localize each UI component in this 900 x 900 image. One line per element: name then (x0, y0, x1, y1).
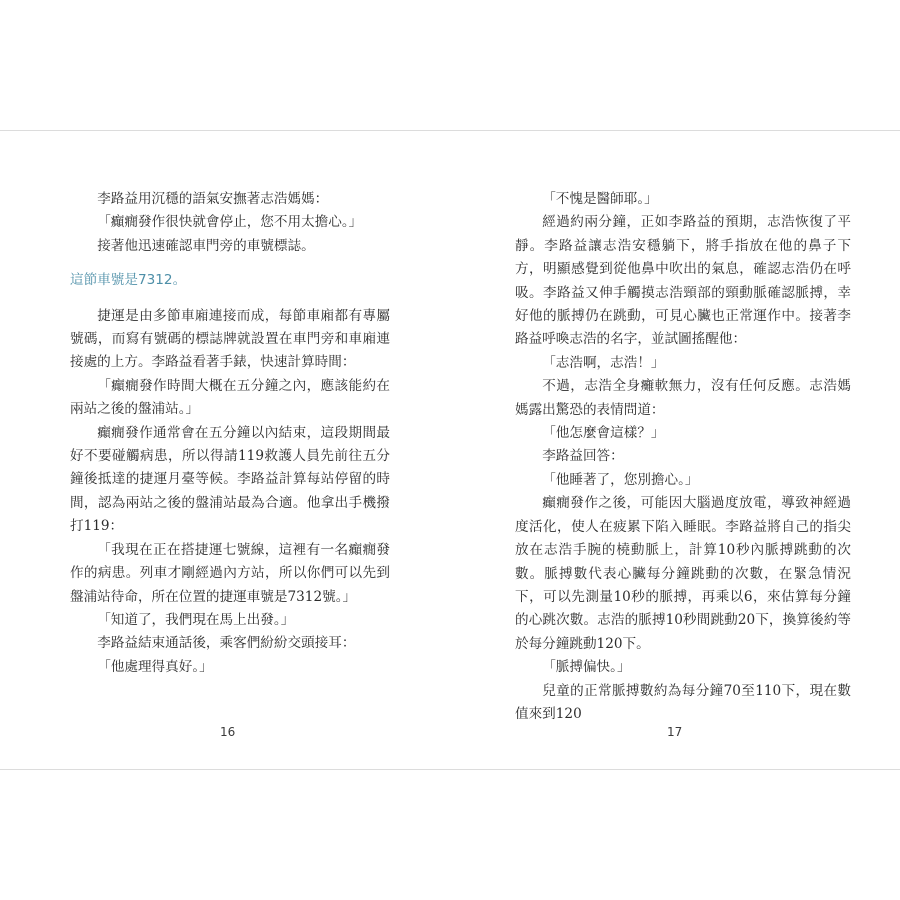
paragraph: 「他怎麼會這樣？」 (542, 425, 665, 442)
paragraph: 「癲癇發作時間大概在五分鐘之內，應該能約在兩站之後的盤浦站。」 (70, 377, 390, 418)
bottom-divider (0, 769, 900, 770)
left-page (70, 188, 390, 679)
page-number-left: 16 (220, 725, 236, 739)
paragraph: 癲癇發作通常會在五分鐘以內結束，這段期間最好不要碰觸病患，所以得請119救護人員先前往五分鐘後抵達的捷運月臺等候。李路益計算每站停留的時間，認為兩站之後的盤浦站最為合適。他拿出手機撥打119： (70, 424, 390, 535)
paragraph: 李路益回答： (542, 448, 624, 465)
paragraph: 李路益結束通話後，乘客們紛紛交頭接耳： (97, 635, 356, 652)
paragraph: 李路益用沉穩的語氣安撫著志浩媽媽： (97, 191, 329, 207)
paragraph: 「他睡著了，您別擔心。」 (542, 471, 699, 488)
paragraph: 「脈搏偏快。」 (542, 659, 631, 676)
paragraph: 兒童的正常脈搏數約為每分鐘70至110下，現在數值來到120 (515, 682, 851, 722)
section-heading: 這節車號是7312。 (70, 272, 187, 289)
paragraph: 「我現在正在搭捷運七號線，這裡有一名癲癇發作的病患。列車才剛經過內方站，所以你們可以先到盤浦站待命，所在位置的捷運車號是7312號。」 (70, 541, 390, 605)
paragraph: 經過約兩分鐘，正如李路益的預期，志浩恢復了平靜。李路益讓志浩安穩躺下，將手指放在他的鼻子下方，明顯感覺到從他鼻中吹出的氣息，確認志浩仍在呼吸。李路益又伸手觸摸志浩頸部的頸動脈確認脈搏，幸好他的脈搏仍在跳動，可見心臟也正常運作中。接著李路益呼喚志浩的名字，並試圖搖醒他： (515, 214, 851, 348)
paragraph: 捷運是由多節車廂連接而成，每節車廂都有專屬號碼，而寫有號碼的標誌牌就設置在車門旁和車廂連接處的上方。李路益看著手錶，快速計算時間： (70, 307, 390, 371)
paragraph: 「他處理得真好。」 (97, 658, 213, 675)
page-number-right: 17 (667, 725, 683, 739)
paragraph: 「不愧是醫師耶。」 (542, 191, 658, 207)
paragraph: 不過，志浩全身癱軟無力，沒有任何反應。志浩媽媽露出驚恐的表情問道： (515, 378, 851, 418)
right-page (515, 188, 851, 726)
paragraph: 「癲癇發作很快就會停止，您不用太擔心。」 (97, 214, 363, 231)
top-divider (0, 130, 900, 131)
paragraph: 接著他迅速確認車門旁的車號標誌。 (97, 237, 315, 254)
paragraph: 癲癇發作之後，可能因大腦過度放電，導致神經過度活化，使人在疲累下陷入睡眠。李路益將自己的指尖放在志浩手腕的橈動脈上，計算10秒內脈搏跳動的次數。脈搏數代表心臟每分鐘跳動的次數，在緊急情況下，可以先測量10秒的脈搏，再乘以6，來估算每分鐘的心跳次數。志浩的脈搏10秒間跳動20下，換算後約等於每分鐘跳動120下。 (515, 495, 851, 652)
paragraph: 「志浩啊，志浩！」 (542, 354, 665, 371)
paragraph: 「知道了，我們現在馬上出發。」 (97, 611, 295, 628)
